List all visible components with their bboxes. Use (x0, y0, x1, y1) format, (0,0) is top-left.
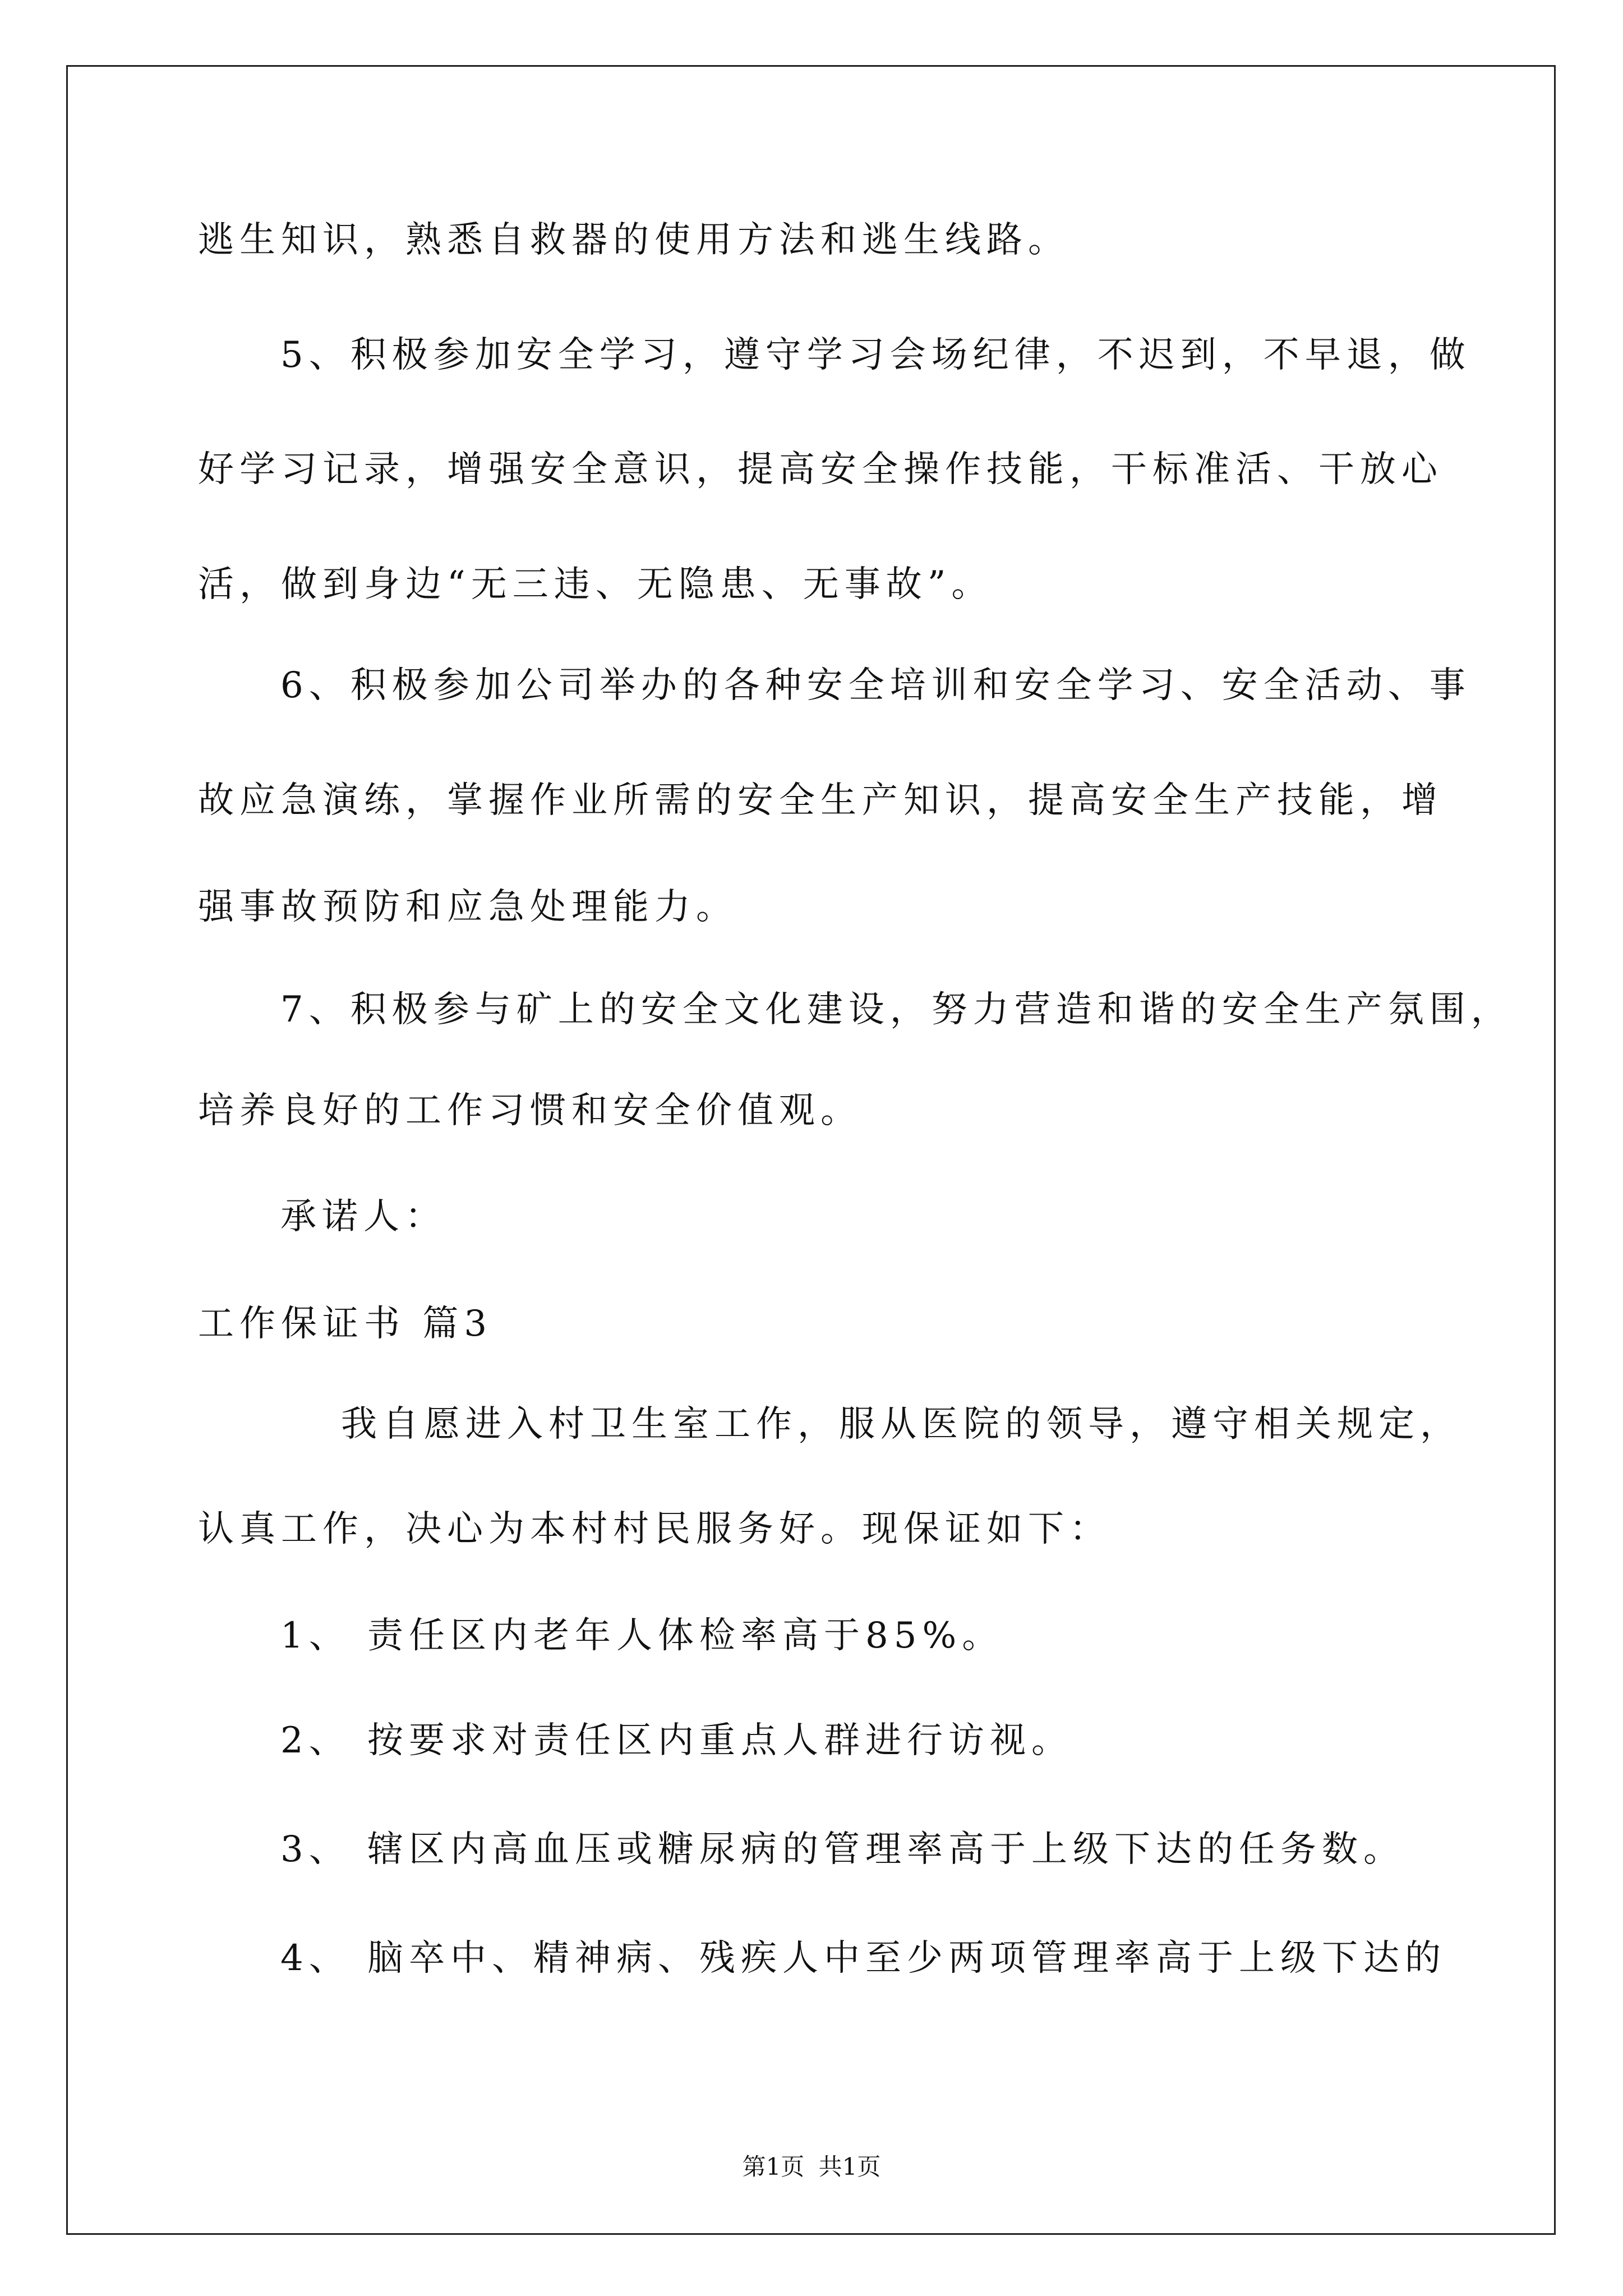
page-number: 第1页 (742, 2153, 805, 2180)
list-item: 4、 脑卒中、精神病、残疾人中至少两项管理率高于上级下达的 (280, 1938, 1447, 1979)
body-line: 5、积极参加安全学习，遵守学习会场纪律，不迟到，不早退，做 (280, 334, 1471, 376)
body-line: 培养良好的工作习惯和安全价值观。 (198, 1090, 862, 1131)
body-line: 逃生知识，熟悉自救器的使用方法和逃生线路。 (198, 219, 1069, 261)
body-line: 认真工作，决心为本村村民服务好。现保证如下： (198, 1508, 1111, 1550)
body-line: 我自愿进入村卫生室工作，服从医院的领导，遵守相关规定， (341, 1404, 1461, 1445)
body-line: 强事故预防和应急处理能力。 (198, 886, 737, 928)
section-title: 工作保证书 篇3 (198, 1303, 493, 1345)
body-line: 活，做到身边“无三违、无隐患、无事故”。 (198, 564, 993, 605)
body-line: 故应急演练，掌握作业所需的安全生产知识，提高安全生产技能，增 (198, 780, 1443, 821)
signature-label: 承诺人： (280, 1196, 446, 1237)
body-line: 6、积极参加公司举办的各种安全培训和安全学习、安全活动、事 (280, 665, 1471, 706)
list-item: 1、 责任区内老年人体检率高于85%。 (280, 1615, 1004, 1657)
body-line: 7、积极参与矿上的安全文化建设，努力营造和谐的安全生产氛围， (280, 989, 1513, 1030)
body-line: 好学习记录，增强安全意识，提高安全操作技能，干标准活、干放心 (198, 449, 1443, 490)
page-total: 共1页 (818, 2153, 881, 2180)
page-footer (0, 2151, 1623, 2183)
list-item: 2、 按要求对责任区内重点人群进行访视。 (280, 1720, 1073, 1761)
list-item: 3、 辖区内高血压或糖尿病的管理率高于上级下达的任务数。 (280, 1829, 1405, 1870)
